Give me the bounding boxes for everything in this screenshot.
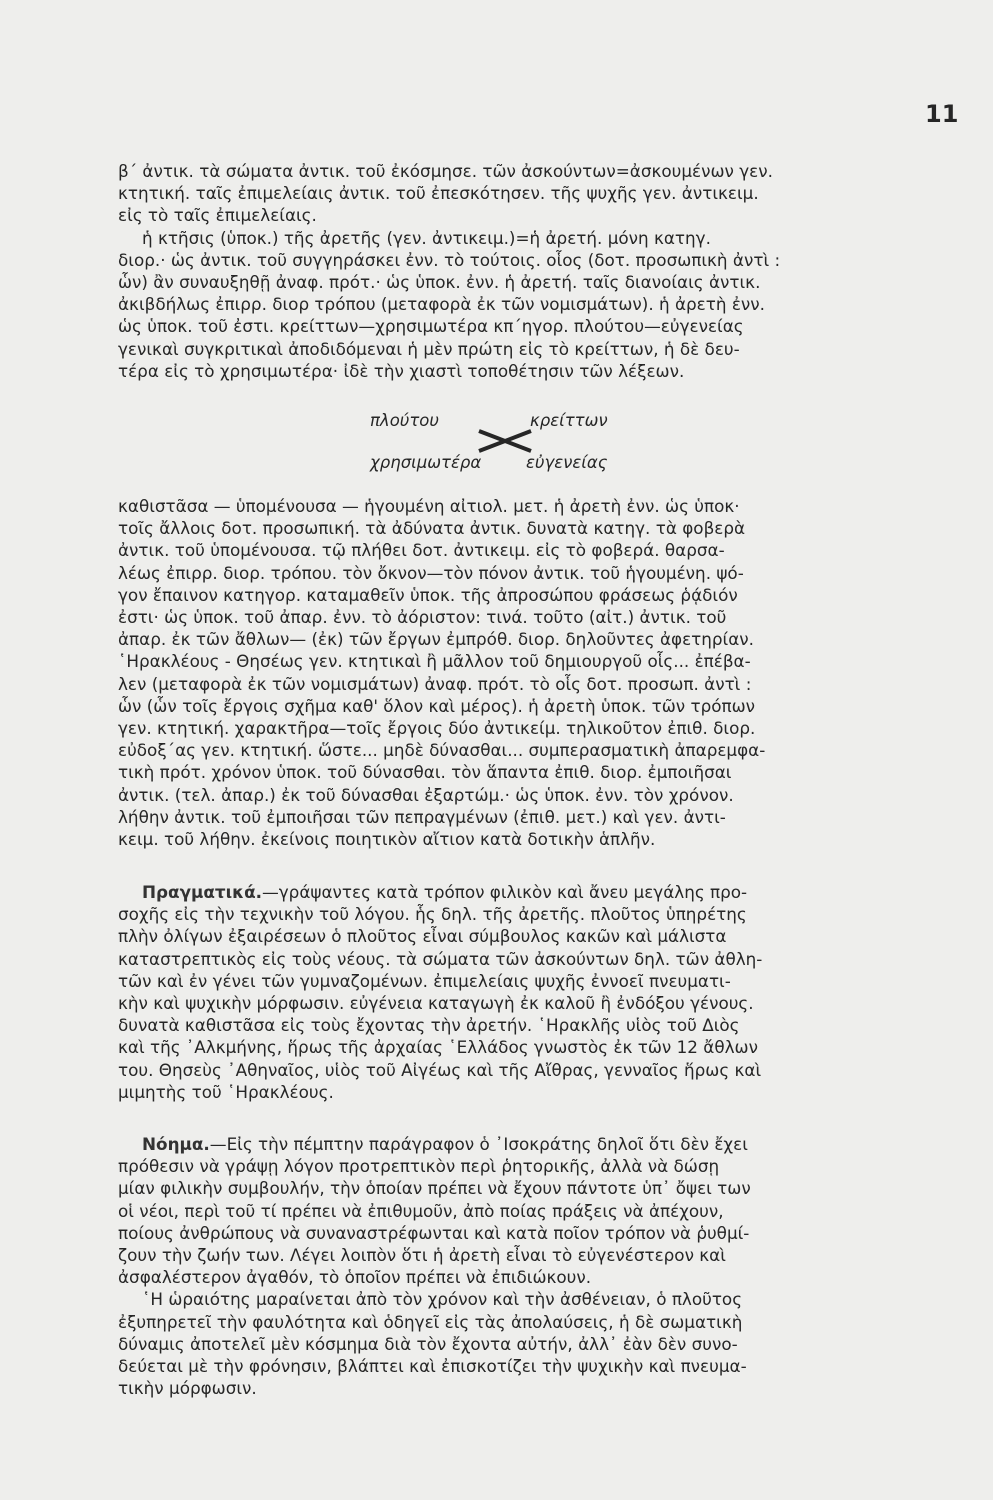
text-line: τέρα εἰς τὸ χρησιμωτέρα· ἰδὲ τὴν χιαστὶ τοποθέτησιν τῶν λέξεων. — [118, 360, 685, 381]
text-line — [118, 1133, 918, 1155]
text-line: γεν. κτητική. χαρακτῆρα—τοῖς ἔργοις δύο ἀντικείμ. τηλικοῦτον ἐπιθ. διορ. — [118, 718, 756, 739]
text-line: ἡ κτῆσις (ὑποκ.) τῆς ἀρετῆς (γεν. ἀντικειμ.)=ἡ ἀρετή. μόνη κατηγ. — [142, 227, 711, 248]
text-line: διορ.· ὡς ἀντικ. τοῦ συγγηράσκει ἐνν. τὸ τούτοις. οἷος (δοτ. προσωπικὴ ἀντὶ : — [118, 249, 781, 270]
text-line: σοχῆς εἰς τὴν τεχνικὴν τοῦ λόγου. ἧς δηλ. τῆς ἀρετῆς. πλοῦτος ὑπηρέτης — [118, 904, 747, 925]
text-line: ῾Ηρακλέους - Θησέως γεν. κτητικαὶ ἢ μᾶλλον τοῦ δημιουργοῦ οἷς... ἐπέβα- — [118, 651, 751, 672]
chiasm-top-left: πλούτου — [370, 411, 439, 430]
text-line: μίαν φιλικὴν συμβουλήν, τὴν ὁποίαν πρέπει νὰ ἔχουν πάντοτε ὑπ᾿ ὄψει των — [118, 1178, 751, 1199]
text-span: —Εἰς τὴν πέμπτην παράγραφον ὁ ᾿Ισοκράτης δηλοῖ ὅτι δὲν ἔχει — [209, 1134, 748, 1154]
text-line: μιμητὴς τοῦ ῾Ηρακλέους. — [118, 1081, 334, 1102]
chiasm-top-right: κρείττων — [530, 411, 608, 430]
section-heading: Νόημα. — [142, 1134, 210, 1154]
text-line: πλὴν ὀλίγων ἐξαιρέσεων ὁ πλοῦτος εἶναι σύμβουλος κακῶν καὶ μάλιστα — [118, 926, 727, 947]
pragmatika-section — [118, 881, 918, 1103]
text-line: τικὴν μόρφωσιν. — [118, 1378, 257, 1399]
text-line: ζουν τὴν ζωήν των. Λέγει λοιπὸν ὅτι ἡ ἀρετὴ εἶναι τὸ εὐγενέστερον καὶ — [118, 1245, 726, 1266]
text-line: καὶ τῆς ᾿Αλκμήνης, ἥρως τῆς ἀρχαίας ῾Ελλάδος γνωστὸς ἐκ τῶν 12 ἄθλων — [118, 1037, 758, 1058]
noima-section — [118, 1133, 918, 1399]
grammar-notes-section-1 — [118, 160, 918, 382]
text-line: ὧν (ὧν τοῖς ἔργοις σχῆμα καθ' ὅλον καὶ μέρος). ἡ ἀρετὴ ὑποκ. τῶν τρόπων — [118, 695, 756, 716]
chiasm-diagram — [330, 405, 660, 481]
text-line: του. Θησεὺς ᾿Αθηναῖος, υἱὸς τοῦ Αἰγέως καὶ τῆς Αἴθρας, γενναῖος ἥρως καὶ — [118, 1059, 762, 1080]
text-line: λήθην ἀντικ. τοῦ ἐμποιῆσαι τῶν πεπραγμένων (ἐπιθ. μετ.) καὶ γεν. ἀντι- — [118, 806, 726, 827]
text-line: δυνατὰ καθιστᾶσα εἰς τοὺς ἔχοντας τὴν ἀρετήν. ῾Ηρακλῆς υἱὸς τοῦ Διὸς — [118, 1015, 740, 1036]
text-line: τικὴ πρότ. χρόνον ὑποκ. τοῦ δύνασθαι. τὸν ἅπαντα ἐπιθ. διορ. ἐμποιῆσαι — [118, 762, 732, 783]
text-line: λεν (μεταφορὰ ἐκ τῶν νομισμάτων) ἀναφ. πρότ. τὸ οἷς δοτ. προσωπ. ἀντὶ : — [118, 673, 752, 694]
text-line: οἱ νέοι, περὶ τοῦ τί πρέπει νὰ ἐπιθυμοῦν, ἀπὸ ποίας πράξεις νὰ ἀπέχουν, — [118, 1200, 724, 1221]
text-line: ἐστι· ὡς ὑποκ. τοῦ ἀπαρ. ἐνν. τὸ ἀόριστον: τινά. τοῦτο (αἰτ.) ἀντικ. τοῦ — [118, 607, 727, 628]
text-line: ὧν) ἂν συναυξηθῇ ἀναφ. πρότ.· ὡς ὑποκ. ἐνν. ἡ ἀρετή. ταῖς διανοίαις ἀντικ. — [118, 272, 761, 293]
text-line: ἀκιβδήλως ἐπιρρ. διορ τρόπου (μεταφορὰ ἐκ τῶν νομισμάτων). ἡ ἀρετὴ ἐνν. — [118, 294, 765, 315]
text-line: ἀντικ. (τελ. ἀπαρ.) ἐκ τοῦ δύνασθαι ἐξαρτώμ.· ὡς ὑποκ. ἐνν. τὸν χρόνον. — [118, 784, 734, 805]
section-heading: Πραγματικά. — [142, 882, 262, 902]
text-span: —γράψαντες κατὰ τρόπον φιλικὸν καὶ ἄνευ μεγάλης προ- — [261, 882, 748, 902]
text-line: δύναμις ἀποτελεῖ μὲν κόσμημα διὰ τὸν ἔχοντα αὐτήν, ἀλλ᾿ ἐὰν δὲν συνο- — [118, 1333, 738, 1354]
text-line: δεύεται μὲ τὴν φρόνησιν, βλάπτει καὶ ἐπισκοτίζει τὴν ψυχικὴν καὶ πνευμα- — [118, 1356, 747, 1377]
text-line: κτητική. ταῖς ἐπιμελείαις ἀντικ. τοῦ ἐπεσκότησεν. τῆς ψυχῆς γεν. ἀντικειμ. — [118, 183, 759, 204]
text-line: εὐδοξ΄ας γεν. κτητική. ὥστε... μηδὲ δύνασθαι... συμπερασματικὴ ἀπαρεμφα- — [118, 740, 766, 761]
text-line: γον ἔπαινον κατηγορ. καταμαθεῖν ὑποκ. τῆς ἀπροσώπου φράσεως ῥᾴδιόν — [118, 584, 738, 605]
text-line: τοῖς ἄλλοις δοτ. προσωπική. τὰ ἀδύνατα ἀντικ. δυνατὰ κατηγ. τὰ φοβερὰ — [118, 518, 746, 539]
text-line: ἀσφαλέστερον ἀγαθόν, τὸ ὁποῖον πρέπει νὰ ἐπιδιώκουν. — [118, 1267, 592, 1288]
chiasm-bottom-left: χρησιμωτέρα — [370, 453, 482, 472]
text-line: ἐξυπηρετεῖ τὴν φαυλότητα καὶ ὁδηγεῖ εἰς τὰς ἀπολαύσεις, ἡ δὲ σωματικὴ — [118, 1311, 743, 1332]
text-line: ῾Η ὡραιότης μαραίνεται ἀπὸ τὸν χρόνον καὶ τὴν ἀσθένειαν, ὁ πλοῦτος — [142, 1289, 743, 1310]
text-line: λέως ἐπιρρ. διορ. τρόπου. τὸν ὄκνον—τὸν πόνον ἀντικ. τοῦ ἡγουμένη. ψό- — [118, 562, 744, 583]
text-line: καθιστᾶσα — ὑπομένουσα — ἡγουμένη αἰτιολ. μετ. ἡ ἀρετὴ ἐνν. ὡς ὑποκ· — [118, 496, 740, 516]
text-line: ὡς ὑποκ. τοῦ ἐστι. κρείττων—χρησιμωτέρα κπ΄ηγορ. πλούτου—εὐγενείας — [118, 316, 744, 337]
chiasm-cross-icon — [475, 427, 535, 455]
text-line: κὴν καὶ ψυχικὴν μόρφωσιν. εὐγένεια καταγωγὴ ἐκ καλοῦ ἢ ἐνδόξου γένους. — [118, 993, 754, 1014]
text-line: ἀπαρ. ἐκ τῶν ἄθλων— (ἐκ) τῶν ἔργων ἐμπρόθ. διορ. δηλοῦντες ἀφετηρίαν. — [118, 629, 754, 650]
grammar-notes-section-2 — [118, 495, 918, 850]
text-line: ἀντικ. τοῦ ὑπομένουσα. τῷ πλήθει δοτ. ἀντικειμ. εἰς τὸ φοβερά. θαρσα- — [118, 540, 725, 561]
page-number: 11 — [925, 100, 959, 128]
text-line: β΄ ἀντικ. τὰ σώματα ἀντικ. τοῦ ἐκόσμησε. τῶν ἀσκούντων=ἀσκουμένων γεν. — [118, 161, 773, 181]
chiasm-bottom-right: εὐγενείας — [526, 453, 608, 472]
text-line: πρόθεσιν νὰ γράψῃ λόγον προτρεπτικὸν περὶ ῥητορικῆς, ἀλλὰ νὰ δώσῃ — [118, 1156, 720, 1177]
text-line: τῶν καὶ ἐν γένει τῶν γυμναζομένων. ἐπιμελείαις ψυχῆς ἐννοεῖ πνευματι- — [118, 970, 731, 991]
text-line: κειμ. τοῦ λήθην. ἐκείνοις ποιητικὸν αἴτιον κατὰ δοτικὴν ἁπλῆν. — [118, 829, 656, 850]
text-line: ποίους ἀνθρώπους νὰ συναναστρέφωνται καὶ κατὰ ποῖον τρόπον νὰ ῥυθμί- — [118, 1222, 750, 1243]
text-line: εἰς τὸ ταῖς ἐπιμελείαις. — [118, 205, 317, 226]
text-line: καταστρεπτικὸς εἰς τοὺς νέους. τὰ σώματα τῶν ἀσκούντων δηλ. τῶν ἀθλη- — [118, 948, 763, 969]
text-line — [118, 881, 918, 903]
text-line: γενικαὶ συγκριτικαὶ ἀποδιδόμεναι ἡ μὲν πρώτη εἰς τὸ κρείττων, ἡ δὲ δευ- — [118, 338, 740, 359]
